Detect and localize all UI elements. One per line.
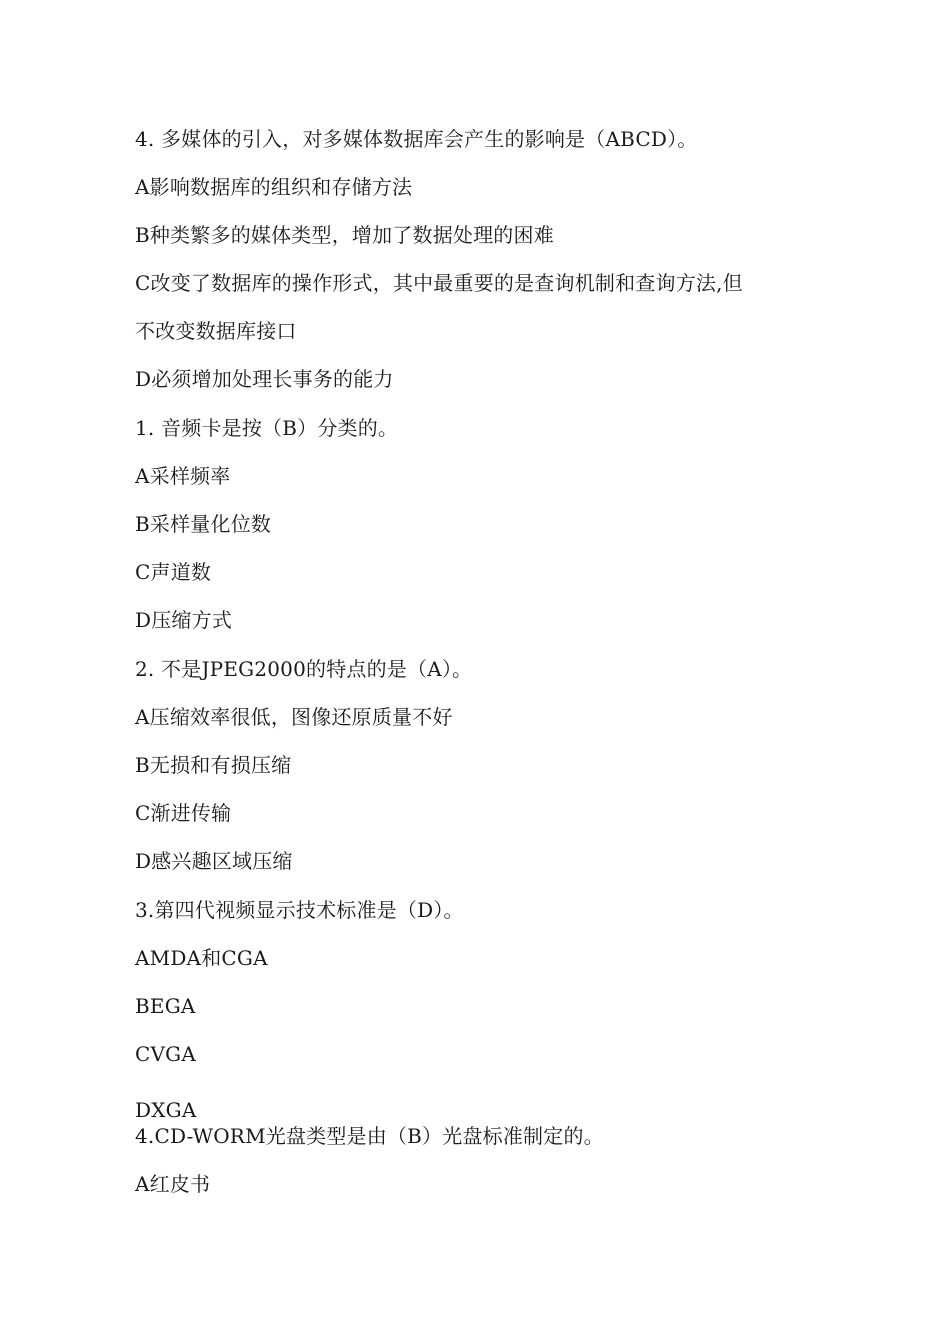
question-4-option-a: A影响数据库的组织和存储方法 <box>135 175 413 199</box>
question-1-option-b: B采样量化位数 <box>135 512 272 536</box>
question-1-audio-card-stem: 1. 音频卡是按（B）分类的。 <box>135 416 399 440</box>
question-4-cd-worm-stem: 4.CD-WORM光盘类型是由（B）光盘标准制定的。 <box>135 1124 604 1148</box>
question-1-option-d: D压缩方式 <box>135 608 233 632</box>
question-4-option-d: D必须增加处理长事务的能力 <box>135 367 394 391</box>
question-2-option-a: A压缩效率很低，图像还原质量不好 <box>135 705 453 729</box>
question-2-option-c: C渐进传输 <box>135 801 232 825</box>
question-4-option-c: C改变了数据库的操作形式，其中最重要的是查询机制和查询方法,但 <box>135 271 743 295</box>
question-3-option-a: AMDA和CGA <box>135 946 268 970</box>
question-1-option-a: A采样频率 <box>135 464 231 488</box>
question-3-option-d: DXGA <box>135 1098 197 1122</box>
question-4-multimedia-db-stem: 4. 多媒体的引入，对多媒体数据库会产生的影响是（ABCD）。 <box>135 127 698 151</box>
question-3-option-b: BEGA <box>135 994 196 1018</box>
question-1-option-c: C声道数 <box>135 560 212 584</box>
question-2-jpeg2000-stem: 2. 不是JPEG2000的特点的是（A）。 <box>135 657 473 681</box>
question-3-option-c: CVGA <box>135 1042 196 1066</box>
question-2-option-d: D感兴趣区域压缩 <box>135 849 293 873</box>
question-4-option-c-continued: 不改变数据库接口 <box>135 319 297 343</box>
question-3-video-standard-stem: 3.第四代视频显示技术标准是（D）。 <box>135 898 464 922</box>
question-2-option-b: B无损和有损压缩 <box>135 753 292 777</box>
question-4-option-b: B种类繁多的媒体类型，增加了数据处理的困难 <box>135 223 554 247</box>
question-4-cd-worm-option-a: A红皮书 <box>135 1172 211 1196</box>
